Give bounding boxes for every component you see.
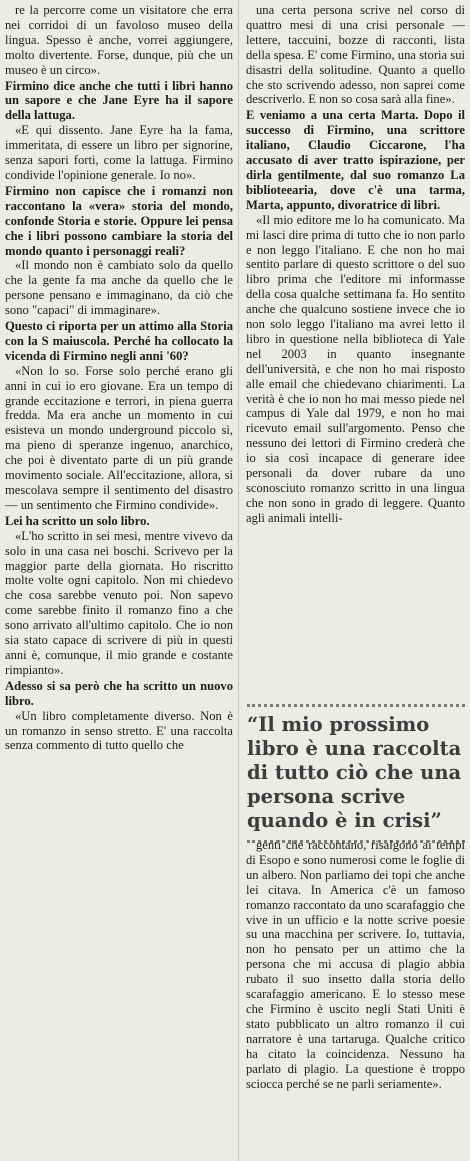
interview-answer: «Non lo so. Forse solo perché erano gli anni in cui io ero giovane. Era un tempo di grande eccitazione e terrori, in piena guerra fredda. Ma era anche un momento in cui esisteva un mondo underground piccolo sì, ma pieno di speranze ingenuo, anarchico, che poi è diventato parte di un più grande movimento sociale. All'eccitazione, allora, si mescolava sempre il sentimento del disastro — un sentimento che Firmino condivide». [5,363,233,512]
interview-answer: re la percorre come un visitatore che erra nei corridoi di un favoloso museo della lingua. Spesso è anche, vorrei aggiungere, molto divertente. Forse, dunque, più che un museo è un circo». [5,3,233,77]
article-column-right-top [246,3,465,527]
interview-answer: «E qui dissento. Jane Eyre ha la fama, immeritata, di essere un libro per signorine, senza sapori forti, come la lattuga. Firmino condivide l'opinione generale. Io no». [5,123,233,182]
interview-answer: «Il mondo non è cambiato solo da quello che la gente fa ma anche da quello che le persone pensano e immaginano, da ciò che sono "capaci" di immaginare». [5,258,233,318]
interview-question: Firmino dice anche che tutti i libri hanno un sapore e che Jane Eyre ha il sapore della lattuga. [5,78,233,123]
interview-question: Firmino non capisce che i romanzi non raccontano la «vera» storia del mondo, confonde Storia e storie. Oppure lei pensa che i libri possono cambiare la storia del mondo quanto i personaggi reali? [5,183,233,258]
interview-answer: genti che raccontano, risalgono ai tempi di Esopo e sono numerosi come le foglie di un albero. Non parliamo dei topi che anche lei citava. In America c'è un famoso romanzo raccontato da uno scarafaggio che vive in un ufficio e la notte scrive poesie su una macchina per scrivere. Io, tuttavia, non ho pensato per un attimo che la persona che mi accusa di plagio abbia rubato il suo insetto dalla storia dello scarafaggio americano. E lo stesso mese che Firmino è uscito negli Stati Uniti è stato pubblicato un altro romanzo il cui narratore è una tartaruga. Qualche critico ha citato la coincidenza. Nessuno ha parlato di plagio. La questione è troppo sciocca perché se ne parli seriamente». [246,838,465,1091]
interview-question: Questo ci riporta per un attimo alla Storia con la S maiuscola. Perché ha collocato la vicenda di Firmino negli anni '60? [5,319,233,363]
column-divider [238,0,239,1161]
article-column-right-bottom [246,838,465,1092]
interview-answer: «Il mio editore me lo ha comunicato. Ma mi lasci dire prima di tutto che io non parlo e non leggo l'italiano. E che non ho mai sentito parlare di questo scrittore o del suo libro prima che l'editore mi informasse della cosa qualche settimana fa. Ho sentito anche che qualcuno sostiene invece che io non solo leggo l'italiano ma avrei letto il libro in questione nella biblioteca di Yale nel 2003 in quanto insegnante dell'università, e che non ho mai risposto alle email che chiedevano chiarimenti. La verità è che io non ho mai messo piede nel campus di Yale dal 1979, e non ho mai ricevuto email sull'argomento. Penso che nessuno dei lettori di Firmino crederà che io sia così incapace di generare idee personali da dover rubare da uno sconosciuto romanzo scritto in una lingua che non sono in grado di leggere. Quanto agli animali intelli- [246,212,465,525]
article-column-left [5,3,233,754]
interview-answer: una certa persona scrive nel corso di quattro mesi di una crisi personale — lettere, taccuini, bozze di racconti, lista della spesa. E' come Firmino, una storia sui disastri della solitudine. Quanto a quello che sto scrivendo adesso, non saprei come descriverlo. E non so cosa sarà alla fine». [246,3,465,107]
interview-question: Adesso si sa però che ha scritto un nuovo libro. [5,678,233,708]
interview-question: Lei ha scritto un solo libro. [5,513,150,528]
interview-answer: «Un libro completamente diverso. Non è un romanzo in senso stretto. E' una raccolta senza commento di tutto quello che [5,708,233,753]
interview-question: E veniamo a una certa Marta. Dopo il successo di Firmino, una scrittore italiano, Claudio Ciccarone, l'ha accusato di aver tratto ispirazione, per dirla gentilmente, dal suo romanzo La biblioteearia, dove c'è una tarma, Marta, appunto, divoratrice di libri. [246,108,465,212]
interview-answer: «L'ho scritto in sei mesi, mentre vivevo da solo in una casa nei boschi. Scrivevo per la maggior parte della giornata. Ho riscritto molte volte ogni capitolo. Non mi chiedevo che cosa sarebbe venuto poi. Non sapevo come sarebbe finito il romanzo fino a che sono arrivato all'ultimo capitolo. Che io non sia stato capace di scrivere di più in questi anni è, comunque, il mio grande e costante rimpianto». [5,528,233,677]
pull-quote: “Il mio prossimo libro è una raccolta di tutto ciò che una persona scrive quando è in crisi” [247,704,465,843]
